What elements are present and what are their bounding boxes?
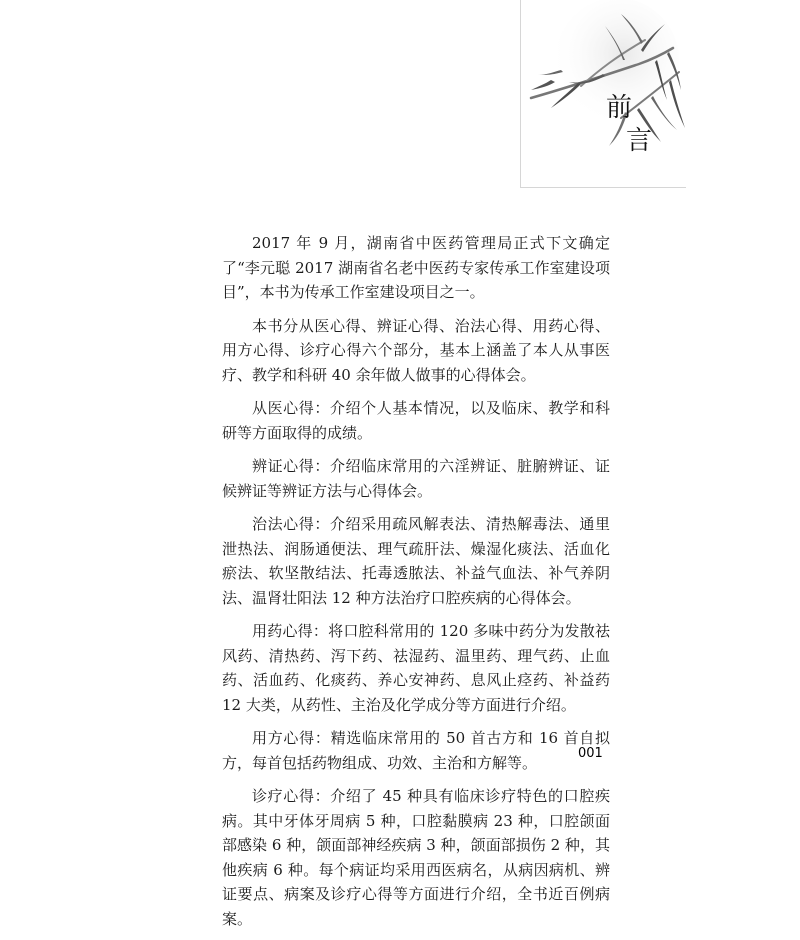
paragraph-clinical-insights: 诊疗心得：介绍了 45 种具有临床诊疗特色的口腔疾病。其中牙体牙周病 5 种，口腔黏膜病 23 种，口腔颌面部感染 6 种，颌面部神经疾病 3 种，颌面部损伤 2 种，其他疾病 6 种。每个病证均采用西医病名，从病因病机、辨证要点、病案及诊疗心得等方面进行介绍，全书近百例病案。 [222,787,610,928]
paragraph-book-overview: 本书分从医心得、辨证心得、治法心得、用药心得、用方心得、诊疗心得六个部分，基本上涵盖了本人从事医疗、教学和科研 40 余年做人做事的心得体会。 [222,316,610,384]
preface-title-char-1: 前 [606,93,633,123]
paragraph-project-background: 2017 年 9 月，湖南省中医药管理局正式下文确定了“李元聪 2017 湖南省名老中医药专家传承工作室建设项目”，本书为传承工作室建设项目之一。 [222,234,610,301]
paragraph-prescription-insights: 用方心得：精选临床常用的 50 首古方和 16 首自拟方，每首包括药物组成、功效、主治和方解等。 [222,729,610,772]
preface-body [222,231,610,940]
paragraph-medication-insights: 用药心得：将口腔科常用的 120 多味中药分为发散祛风药、清热药、泻下药、祛湿药、温里药、理气药、止血药、活血药、化痰药、养心安神药、息风止痉药、补益药 12 大类，从药性、主治及化学成分等方面进行介绍。 [222,622,610,714]
preface-title-char-2: 言 [626,126,653,156]
paragraph-diagnosis-insights: 辨证心得：介绍临床常用的六淫辨证、脏腑辨证、证候辨证等辨证方法与心得体会。 [222,457,610,500]
page-number: 001 [578,746,603,761]
header-illustration-panel [520,0,686,188]
paragraph-practice-insights: 从医心得：介绍个人基本情况，以及临床、教学和科研等方面取得的成绩。 [222,399,610,442]
paragraph-treatment-insights: 治法心得：介绍采用疏风解表法、清热解毒法、通里泄热法、润肠通便法、理气疏肝法、燥湿化痰法、活血化瘀法、软坚散结法、托毒透脓法、补益气血法、补气养阴法、温肾壮阳法 12 种方法治疗口腔疾病的心得体会。 [222,515,610,607]
bamboo-illustration [521,0,687,188]
